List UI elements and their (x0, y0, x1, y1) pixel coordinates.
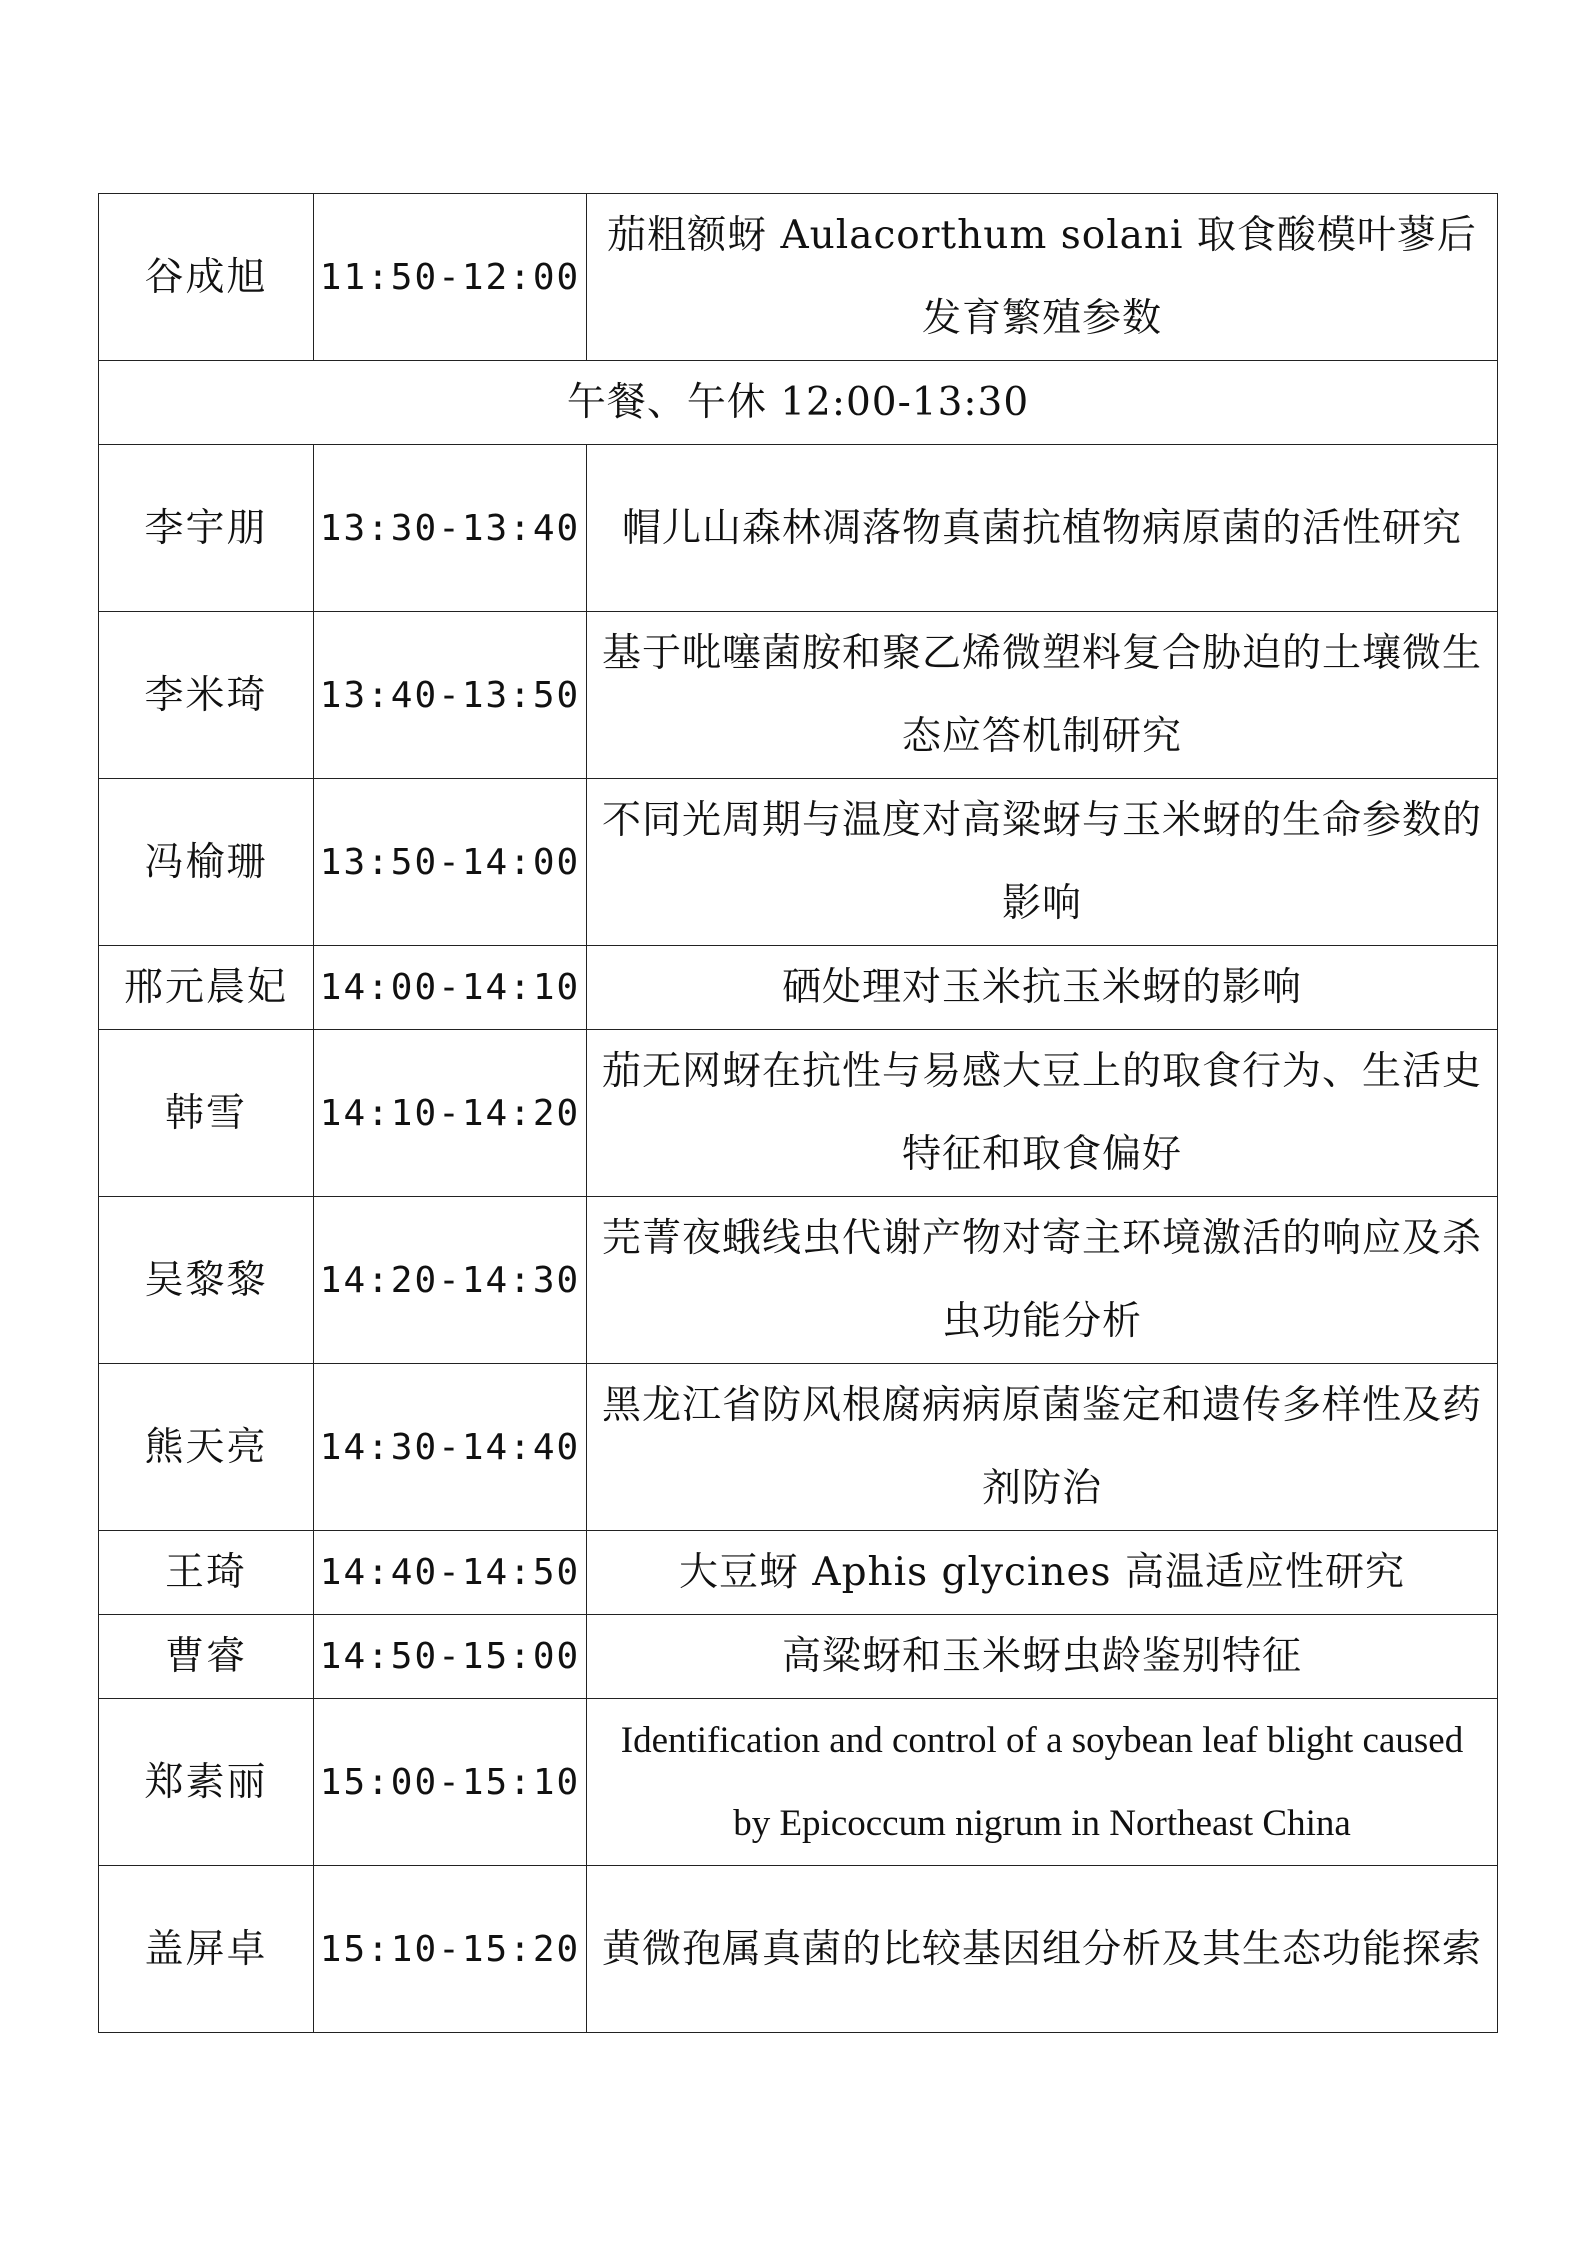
talk-title: 大豆蚜 Aphis glycines 高温适应性研究 (587, 1531, 1498, 1615)
time-slot: 15:00-15:10 (314, 1699, 587, 1866)
time-slot: 14:30-14:40 (314, 1364, 587, 1531)
talk-title: 基于吡噻菌胺和聚乙烯微塑料复合胁迫的土壤微生态应答机制研究 (587, 612, 1498, 779)
time-slot: 13:40-13:50 (314, 612, 587, 779)
speaker-name: 李米琦 (99, 612, 314, 779)
speaker-name: 谷成旭 (99, 194, 314, 361)
time-slot: 14:00-14:10 (314, 946, 587, 1030)
time-slot: 13:50-14:00 (314, 779, 587, 946)
talk-title: 帽儿山森林凋落物真菌抗植物病原菌的活性研究 (587, 445, 1498, 612)
speaker-name: 王琦 (99, 1531, 314, 1615)
table-row (99, 779, 1498, 946)
table-row (99, 1364, 1498, 1531)
speaker-name: 李宇朋 (99, 445, 314, 612)
table-row (99, 1699, 1498, 1866)
talk-title: 不同光周期与温度对高粱蚜与玉米蚜的生命参数的影响 (587, 779, 1498, 946)
table-row (99, 1197, 1498, 1364)
time-slot: 14:40-14:50 (314, 1531, 587, 1615)
schedule-table (98, 193, 1498, 2033)
speaker-name: 郑素丽 (99, 1699, 314, 1866)
talk-title: 黄微孢属真菌的比较基因组分析及其生态功能探索 (587, 1866, 1498, 2033)
table-row (99, 612, 1498, 779)
talk-title: 硒处理对玉米抗玉米蚜的影响 (587, 946, 1498, 1030)
lunch-break: 午餐、午休 12:00-13:30 (99, 361, 1498, 445)
speaker-name: 冯榆珊 (99, 779, 314, 946)
table-row (99, 1531, 1498, 1615)
talk-title: Identification and control of a soybean leaf blight caused by Epicoccum nigrum in Northeast China (587, 1699, 1498, 1866)
speaker-name: 曹睿 (99, 1615, 314, 1699)
time-slot: 14:10-14:20 (314, 1030, 587, 1197)
speaker-name: 吴黎黎 (99, 1197, 314, 1364)
time-slot: 13:30-13:40 (314, 445, 587, 612)
break-row (99, 361, 1498, 445)
speaker-name: 韩雪 (99, 1030, 314, 1197)
table-row (99, 946, 1498, 1030)
table-row (99, 1030, 1498, 1197)
talk-title: 黑龙江省防风根腐病病原菌鉴定和遗传多样性及药剂防治 (587, 1364, 1498, 1531)
time-slot: 11:50-12:00 (314, 194, 587, 361)
time-slot: 14:50-15:00 (314, 1615, 587, 1699)
time-slot: 14:20-14:30 (314, 1197, 587, 1364)
table-row (99, 194, 1498, 361)
table-row (99, 1866, 1498, 2033)
table-row (99, 1615, 1498, 1699)
table-row (99, 445, 1498, 612)
time-slot: 15:10-15:20 (314, 1866, 587, 2033)
talk-title: 高粱蚜和玉米蚜虫龄鉴别特征 (587, 1615, 1498, 1699)
speaker-name: 邢元晨妃 (99, 946, 314, 1030)
speaker-name: 熊天亮 (99, 1364, 314, 1531)
talk-title: 茄无网蚜在抗性与易感大豆上的取食行为、生活史特征和取食偏好 (587, 1030, 1498, 1197)
talk-title: 茄粗额蚜 Aulacorthum solani 取食酸模叶蓼后发育繁殖参数 (587, 194, 1498, 361)
talk-title: 芫菁夜蛾线虫代谢产物对寄主环境激活的响应及杀虫功能分析 (587, 1197, 1498, 1364)
speaker-name: 盖屏卓 (99, 1866, 314, 2033)
